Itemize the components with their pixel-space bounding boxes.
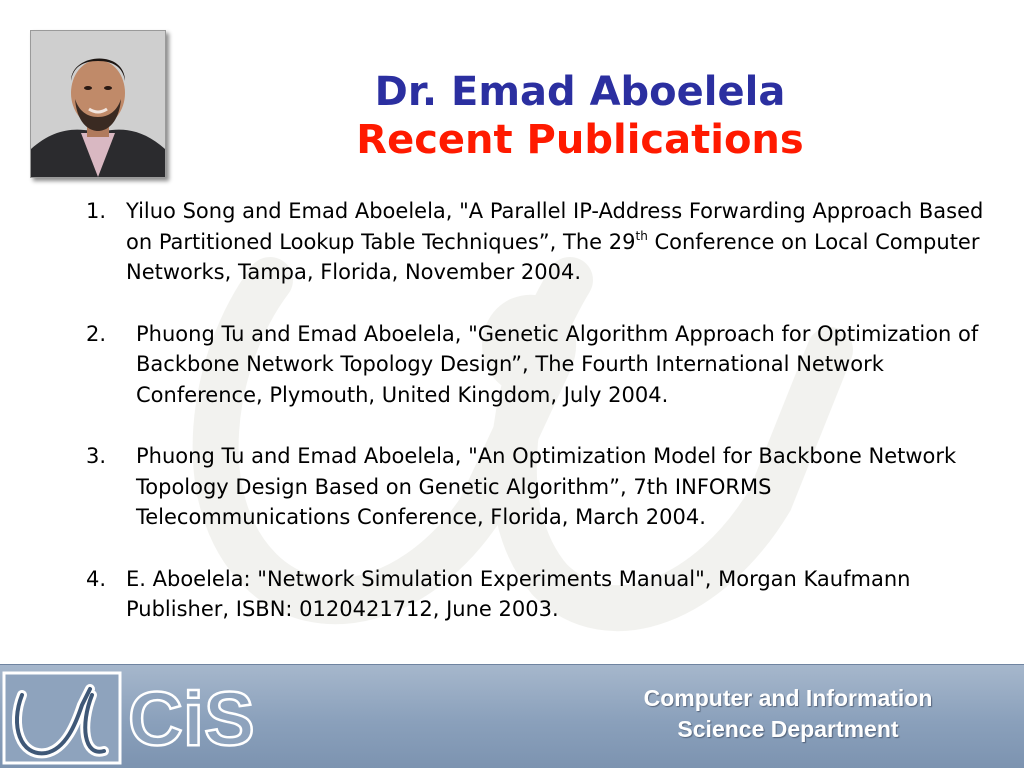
list-item-text-continued: Conference on Local Computer Networks, Tampa, Florida, November 2004. [126,229,980,284]
publications-list [86,196,986,625]
logo-letters: CiS [128,677,255,762]
footer-band [0,664,1024,768]
list-item [86,564,986,625]
list-item-number: 1. [86,199,107,223]
list-item [86,441,986,533]
department-name [578,683,998,745]
list-item-text: Yiluo Song and Emad Aboelela, "A Parallel IP-Address Forwarding Approach Based on Partitioned Lookup Table Techniques”, The 29 [126,199,984,254]
list-item [86,196,986,288]
list-item-text: Phuong Tu and Emad Aboelela, "An Optimization Model for Backbone Network Topology Design Based on Genetic Algorithm”, 7th INFORMS Telecommunications Conference, Florida, March 2004. [136,444,957,529]
author-portrait-photo [30,30,166,178]
page-title: Dr. Emad Aboelela [374,69,786,115]
title-block [200,68,960,164]
department-line-1: Computer and Information [643,685,933,711]
list-item-text: E. Aboelela: "Network Simulation Experiments Manual", Morgan Kaufmann Publisher, ISBN: 0120421712, June 2003. [126,566,911,621]
list-item [86,319,986,411]
list-item-number: 4. [86,566,107,591]
department-line-2: Science Department [677,716,899,742]
superscript: th [635,228,648,243]
list-item-text: Phuong Tu and Emad Aboelela, "Genetic Algorithm Approach for Optimization of Backbone Network Topology Design”, The Fourth International Network Conference, Plymouth, United Kingdom, July 2004. [136,321,979,407]
list-item-number: 2. [86,321,107,346]
ucis-logo [0,665,300,768]
list-item-number: 3. [86,444,107,468]
page-subtitle: Recent Publications [356,117,804,163]
